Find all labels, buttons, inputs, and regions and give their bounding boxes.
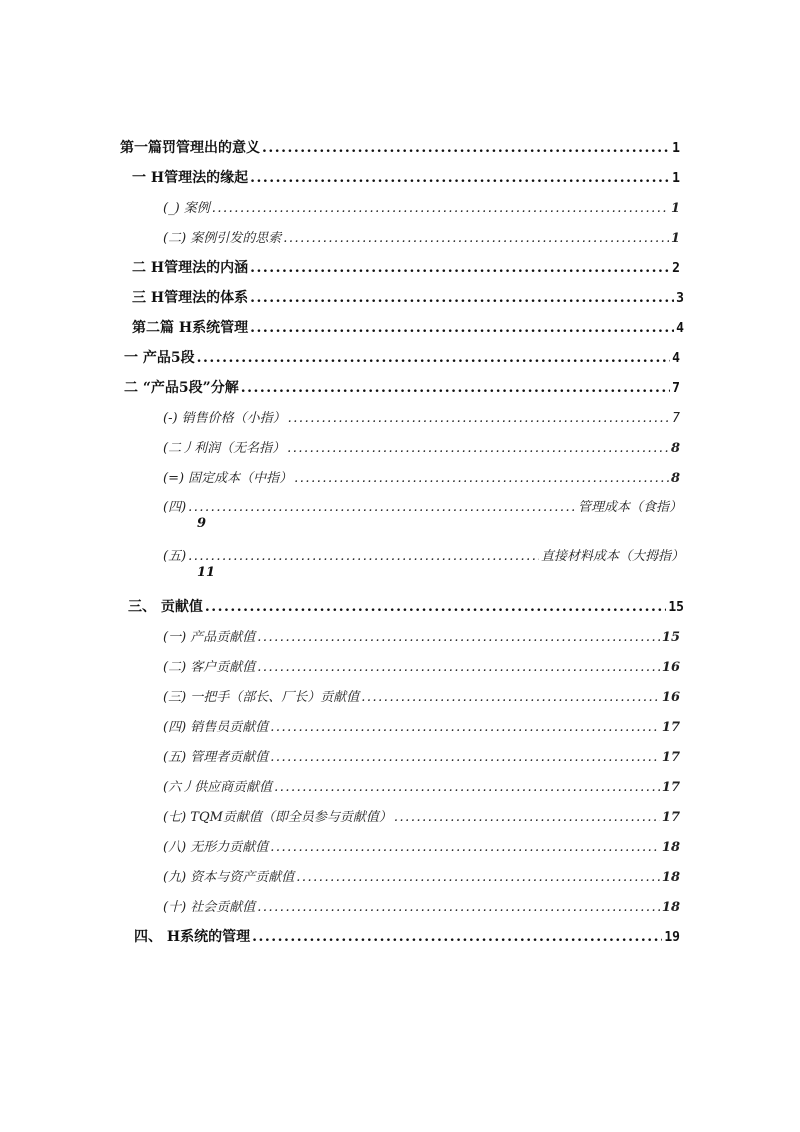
toc-entry-label: (二) 案例引发的思索 <box>163 231 282 246</box>
toc-page-number: 17 <box>661 750 680 765</box>
toc-entry[interactable] <box>124 347 680 367</box>
toc-entry-label: (六丿供应商贡献值 <box>163 780 273 795</box>
toc-entry-label: 第二篇 H系统管理 <box>132 320 249 336</box>
toc-entry-label: (四) 销售员贡献值 <box>163 720 269 735</box>
toc-leader-dots <box>296 870 660 885</box>
toc-page-number: 18 <box>661 900 680 915</box>
toc-entry-label: (十) 社会贡献值 <box>163 900 256 915</box>
toc-entry-label: (_) 案例 <box>163 201 210 216</box>
toc-leader-dots <box>197 350 671 366</box>
toc-entry-label: (二丿利润（无名指） <box>163 441 286 456</box>
toc-entry-label: (七) TQM贡献值（即全员参与贡献值） <box>163 810 392 825</box>
toc-entry-label: (五) <box>163 549 187 564</box>
toc-leader-dots <box>283 231 669 246</box>
toc-leader-dots <box>270 840 660 855</box>
toc-page-number: 18 <box>661 840 680 855</box>
toc-entry[interactable] <box>163 626 680 645</box>
toc-entry[interactable] <box>163 197 680 216</box>
toc-entry[interactable] <box>163 776 680 795</box>
toc-entry-label: 三、 贡献值 <box>128 599 203 615</box>
toc-entry[interactable] <box>132 317 684 337</box>
toc-entry[interactable] <box>163 545 684 564</box>
toc-page-number: 19 <box>664 930 680 945</box>
toc-entry-label: (三) 一把手（部长、厂长）贡献值 <box>163 690 360 705</box>
toc-page-number: 17 <box>661 720 680 735</box>
toc-leader-dots <box>250 170 670 186</box>
toc-entry-label: 三 H管理法的体系 <box>132 290 249 306</box>
toc-entry-label: (一) 产品贡献值 <box>163 630 256 645</box>
toc-page-number: 16 <box>661 660 680 675</box>
toc-page-number: 7 <box>672 411 680 426</box>
toc-entry[interactable] <box>124 377 680 397</box>
toc-entry-label: 第一篇罚管理出的意义 <box>120 140 260 156</box>
toc-page-number: 2 <box>672 261 680 276</box>
toc-leader-dots <box>361 690 660 705</box>
toc-leader-dots <box>250 290 674 306</box>
toc-entry-label: (二) 客户贡献值 <box>163 660 256 675</box>
toc-page-number: 8 <box>670 441 680 456</box>
toc-page-number: 17 <box>661 810 680 825</box>
toc-page-number: 8 <box>670 471 680 486</box>
toc-entry[interactable] <box>163 467 680 486</box>
toc-entry[interactable] <box>163 896 680 915</box>
toc-entry-label: (=) 固定成本（中指） <box>163 471 293 486</box>
toc-entry[interactable] <box>163 866 680 885</box>
toc-entry[interactable] <box>132 257 680 277</box>
toc-page-number: 15 <box>668 600 684 615</box>
toc-leader-dots <box>262 140 670 156</box>
toc-leader-dots <box>274 780 660 795</box>
toc-leader-dots <box>270 720 660 735</box>
toc-entry-title-end: 直接材料成本（大拇指） <box>540 549 684 564</box>
toc-leader-dots <box>212 201 669 216</box>
toc-entry-label: 二 “产品5段”分解 <box>124 380 239 396</box>
toc-page-number: 1 <box>672 171 680 186</box>
toc-page-number: 4 <box>672 351 680 366</box>
toc-entry[interactable] <box>163 806 680 825</box>
toc-leader-dots <box>257 660 660 675</box>
toc-page-number: 9 <box>197 516 207 531</box>
toc-entry-label: 四、 H系统的管理 <box>134 929 251 945</box>
toc-entry[interactable] <box>163 656 680 675</box>
toc-entry[interactable] <box>163 407 680 426</box>
toc-entry[interactable] <box>132 167 680 187</box>
toc-leader-dots <box>250 320 674 336</box>
toc-leader-dots <box>205 599 666 615</box>
toc-page-number: 17 <box>661 780 680 795</box>
toc-entry[interactable] <box>128 596 684 616</box>
toc-page-number: 3 <box>676 291 684 306</box>
toc-entry-label: (八) 无形力贡献值 <box>163 840 269 855</box>
toc-leader-dots <box>294 471 669 486</box>
toc-leader-dots <box>257 630 660 645</box>
toc-leader-dots <box>188 500 576 515</box>
toc-page-number: 15 <box>661 630 680 645</box>
toc-leader-dots <box>394 810 660 825</box>
toc-page-number: 18 <box>661 870 680 885</box>
toc-entry-label: 一 H管理法的缘起 <box>132 170 249 186</box>
toc-entry[interactable] <box>120 137 680 157</box>
toc-entry[interactable] <box>163 227 680 246</box>
toc-entry[interactable] <box>132 287 684 307</box>
toc-page-number: 4 <box>676 321 684 336</box>
toc-page-number: 1 <box>670 201 680 216</box>
toc-leader-dots <box>257 900 660 915</box>
toc-entry-title-end: 管理成本（食指） <box>577 500 682 515</box>
toc-page-number: 11 <box>197 565 216 580</box>
toc-page-number: 1 <box>670 231 680 246</box>
toc-page-number: 7 <box>672 381 680 396</box>
toc-entry[interactable] <box>163 496 682 515</box>
toc-entry-label: (-) 销售价格（小指） <box>163 411 286 426</box>
toc-leader-dots <box>288 411 671 426</box>
toc-entry-label: 一 产品5段 <box>124 350 195 366</box>
toc-leader-dots <box>270 750 660 765</box>
toc-entry[interactable] <box>163 716 680 735</box>
toc-leader-dots <box>252 929 662 945</box>
toc-entry-label: (九) 资本与资产贡献值 <box>163 870 295 885</box>
toc-page-number: 16 <box>661 690 680 705</box>
toc-leader-dots <box>188 549 539 564</box>
toc-leader-dots <box>250 260 670 276</box>
toc-page-number: 1 <box>672 141 680 156</box>
toc-entry[interactable] <box>163 437 680 456</box>
toc-entry-label: (四) <box>163 500 187 515</box>
toc-leader-dots <box>241 380 670 396</box>
toc-entry[interactable] <box>163 686 680 705</box>
toc-entry[interactable] <box>163 836 680 855</box>
toc-entry-label: 二 H管理法的内涵 <box>132 260 249 276</box>
toc-entry[interactable] <box>163 746 680 765</box>
toc-entry[interactable] <box>134 926 680 946</box>
toc-leader-dots <box>287 441 669 456</box>
toc-entry-label: (五) 管理者贡献值 <box>163 750 269 765</box>
